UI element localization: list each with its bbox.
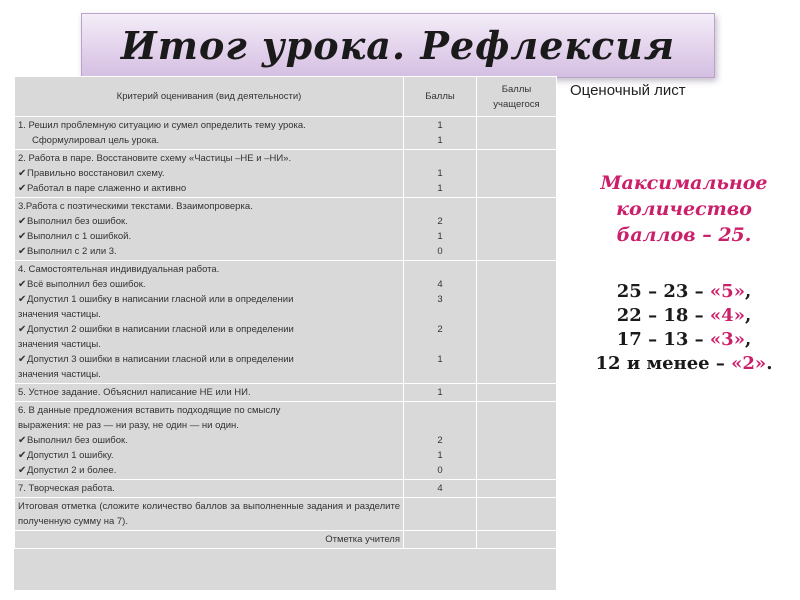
table-row: [15, 261, 557, 384]
points-cell: [404, 117, 477, 150]
grade-tail: .: [766, 353, 773, 374]
criterion-line: [18, 481, 400, 496]
checkmark-icon: ✔: [18, 465, 27, 476]
student-points-cell[interactable]: [477, 384, 557, 402]
criterion-text: Выполнил с 2 или 3.: [27, 246, 117, 257]
grade-range: 22 – 18 –: [616, 305, 710, 326]
criterion-text: Работал в паре слаженно и активно: [27, 183, 187, 194]
table-row: [15, 198, 557, 261]
criterion-text: 6. В данные предложения вставить подходящие по смыслу: [18, 405, 281, 416]
criterion-cell: [15, 117, 404, 150]
criterion-text: Сформулировал цель урока.: [32, 135, 160, 146]
title-banner: [81, 13, 715, 78]
criterion-cell: [15, 198, 404, 261]
criterion-text: Допустил 3 ошибки в написании гласной или в определении: [27, 354, 294, 365]
points-value: 1: [437, 183, 443, 194]
criterion-line: [18, 229, 400, 244]
table-row: [15, 402, 557, 480]
criterion-text: выражения: не раз — ни разу, не один — ни один.: [18, 420, 239, 431]
criterion-line: [18, 433, 400, 448]
student-points-cell[interactable]: [477, 531, 557, 549]
criterion-text: 7. Творческая работа.: [18, 483, 115, 494]
criterion-line: [18, 277, 400, 292]
table-row: [15, 498, 557, 531]
points-cell: [404, 261, 477, 384]
criterion-line: [18, 214, 400, 229]
header-points: Баллы: [404, 77, 477, 117]
points-value: 3: [437, 294, 443, 305]
criterion-line: [18, 166, 400, 181]
points-value: 1: [437, 354, 443, 365]
grade-line: [574, 328, 794, 352]
checkmark-icon: ✔: [18, 324, 27, 335]
points-value: 2: [437, 216, 443, 227]
grade-tail: ,: [744, 305, 752, 326]
criterion-line: [18, 418, 400, 433]
table-row: [15, 150, 557, 198]
grade-range: 17 – 13 –: [616, 329, 710, 350]
max-points-line: Максимальное: [600, 172, 768, 194]
points-value: 1: [437, 135, 443, 146]
checkmark-icon: ✔: [18, 354, 27, 365]
student-points-cell[interactable]: [477, 261, 557, 384]
checkmark-icon: ✔: [18, 216, 27, 227]
criterion-cell: [15, 480, 404, 498]
sheet-caption: Оценочный лист: [570, 82, 686, 99]
criterion-text: 1. Решил проблемную ситуацию и сумел определить тему урока.: [18, 120, 306, 131]
points-cell: [404, 198, 477, 261]
points-value: 4: [437, 279, 443, 290]
criterion-text: 4. Самостоятельная индивидуальная работа.: [18, 264, 220, 275]
criterion-line: [18, 385, 400, 400]
criterion-line: [18, 337, 400, 352]
grading-summary: [574, 170, 794, 376]
criterion-text: Отметка учителя: [325, 534, 400, 545]
points-value: 2: [437, 324, 443, 335]
criterion-cell: [15, 498, 404, 531]
points-value: 2: [437, 435, 443, 446]
checkmark-icon: ✔: [18, 435, 27, 446]
criterion-line: [18, 403, 400, 418]
table-header-row: [15, 77, 557, 117]
checkmark-icon: ✔: [18, 279, 27, 290]
grade-range: 25 – 23 –: [616, 281, 710, 302]
points-value: 0: [437, 246, 443, 257]
grade-mark: «4»: [709, 305, 745, 326]
student-points-cell[interactable]: [477, 117, 557, 150]
points-value: 0: [437, 465, 443, 476]
criterion-line: [18, 199, 400, 214]
header-student-points: Баллы учащегося: [477, 77, 557, 117]
table-body: [15, 77, 557, 549]
criterion-line: [18, 352, 400, 367]
criterion-text: Допустил 2 и более.: [27, 465, 117, 476]
student-points-cell[interactable]: [477, 402, 557, 480]
points-spacer: [407, 199, 473, 214]
criterion-text: Выполнил с 1 ошибкой.: [27, 231, 132, 242]
checkmark-icon: ✔: [18, 450, 27, 461]
criterion-line: [18, 133, 400, 148]
student-points-cell[interactable]: [477, 198, 557, 261]
criterion-text: Допустил 1 ошибку.: [27, 450, 114, 461]
criterion-text: Допустил 1 ошибку в написании гласной или в определении: [27, 294, 294, 305]
header-criterion: Критерий оценивания (вид деятельности): [15, 77, 404, 117]
checkmark-icon: ✔: [18, 231, 27, 242]
criterion-cell: [15, 384, 404, 402]
checkmark-icon: ✔: [18, 183, 27, 194]
criterion-cell: [15, 402, 404, 480]
grade-mark: «3»: [709, 329, 745, 350]
points-cell: [404, 498, 477, 531]
points-spacer: [407, 403, 473, 418]
checkmark-icon: ✔: [18, 294, 27, 305]
table-row: [15, 117, 557, 150]
criterion-line: [18, 118, 400, 133]
max-points-note: [574, 170, 794, 248]
table-row: [15, 531, 557, 549]
points-cell: [404, 384, 477, 402]
grade-mark: «2»: [731, 353, 767, 374]
points-cell: [404, 480, 477, 498]
criterion-line: [18, 448, 400, 463]
points-spacer: [407, 307, 473, 322]
checkmark-icon: ✔: [18, 246, 27, 257]
points-value: 1: [437, 450, 443, 461]
points-value: 1: [437, 387, 443, 398]
student-points-cell[interactable]: [477, 480, 557, 498]
points-value: 4: [437, 483, 443, 494]
criterion-cell: [15, 261, 404, 384]
criterion-cell: [15, 531, 404, 549]
criterion-cell: [15, 150, 404, 198]
points-value: 1: [437, 231, 443, 242]
points-spacer: [407, 418, 473, 433]
page-title: Итог урока. Рефлексия: [120, 23, 676, 68]
criterion-text: Допустил 2 ошибки в написании гласной или в определении: [27, 324, 294, 335]
criterion-line: [18, 244, 400, 259]
evaluation-sheet: [14, 76, 556, 590]
points-spacer: [407, 337, 473, 352]
criterion-text: 3.Работа с поэтическими текстами. Взаимопроверка.: [18, 201, 253, 212]
grade-tail: ,: [744, 329, 752, 350]
points-spacer: [407, 151, 473, 166]
points-spacer: [407, 367, 473, 382]
max-points-line: количество: [616, 198, 752, 220]
evaluation-table: [14, 76, 557, 549]
grade-line: [574, 352, 794, 376]
criterion-line: [18, 307, 400, 322]
criterion-line: [18, 532, 400, 547]
criterion-line: [18, 463, 400, 478]
criterion-line: [18, 151, 400, 166]
points-cell: [404, 531, 477, 549]
criterion-text: Правильно восстановил схему.: [27, 168, 165, 179]
checkmark-icon: ✔: [18, 168, 27, 179]
grade-line: [574, 280, 794, 304]
criterion-line: [18, 292, 400, 307]
grade-line: [574, 304, 794, 328]
criterion-text: 2. Работа в паре. Восстановите схему «Частицы –НЕ и –НИ».: [18, 153, 292, 164]
student-points-cell[interactable]: [477, 150, 557, 198]
criterion-text: Выполнил без ошибок.: [27, 435, 128, 446]
criterion-line: [18, 262, 400, 277]
grade-mark: «5»: [709, 281, 745, 302]
student-points-cell[interactable]: [477, 498, 557, 531]
table-row: [15, 384, 557, 402]
criterion-text: Всё выполнил без ошибок.: [27, 279, 146, 290]
criterion-text: 5. Устное задание. Объяснил написание НЕ или НИ.: [18, 387, 251, 398]
criterion-line: [18, 367, 400, 382]
criterion-text: значения частицы.: [18, 369, 101, 380]
max-points-line: баллов – 25.: [616, 224, 752, 246]
points-spacer: [407, 262, 473, 277]
criterion-line: [18, 181, 400, 196]
grade-scale: [574, 280, 794, 376]
criterion-text: Итоговая отметка (сложите количество баллов за выполненные задания и разделите полученную сумму на 7).: [18, 501, 400, 527]
criterion-line: [18, 499, 400, 529]
criterion-text: Выполнил без ошибок.: [27, 216, 128, 227]
points-value: 1: [437, 168, 443, 179]
points-value: 1: [437, 120, 443, 131]
criterion-text: значения частицы.: [18, 339, 101, 350]
criterion-line: [18, 322, 400, 337]
points-cell: [404, 150, 477, 198]
table-row: [15, 480, 557, 498]
criterion-text: значения частицы.: [18, 309, 101, 320]
points-cell: [404, 402, 477, 480]
grade-range: 12 и менее –: [595, 353, 732, 374]
grade-tail: ,: [744, 281, 752, 302]
